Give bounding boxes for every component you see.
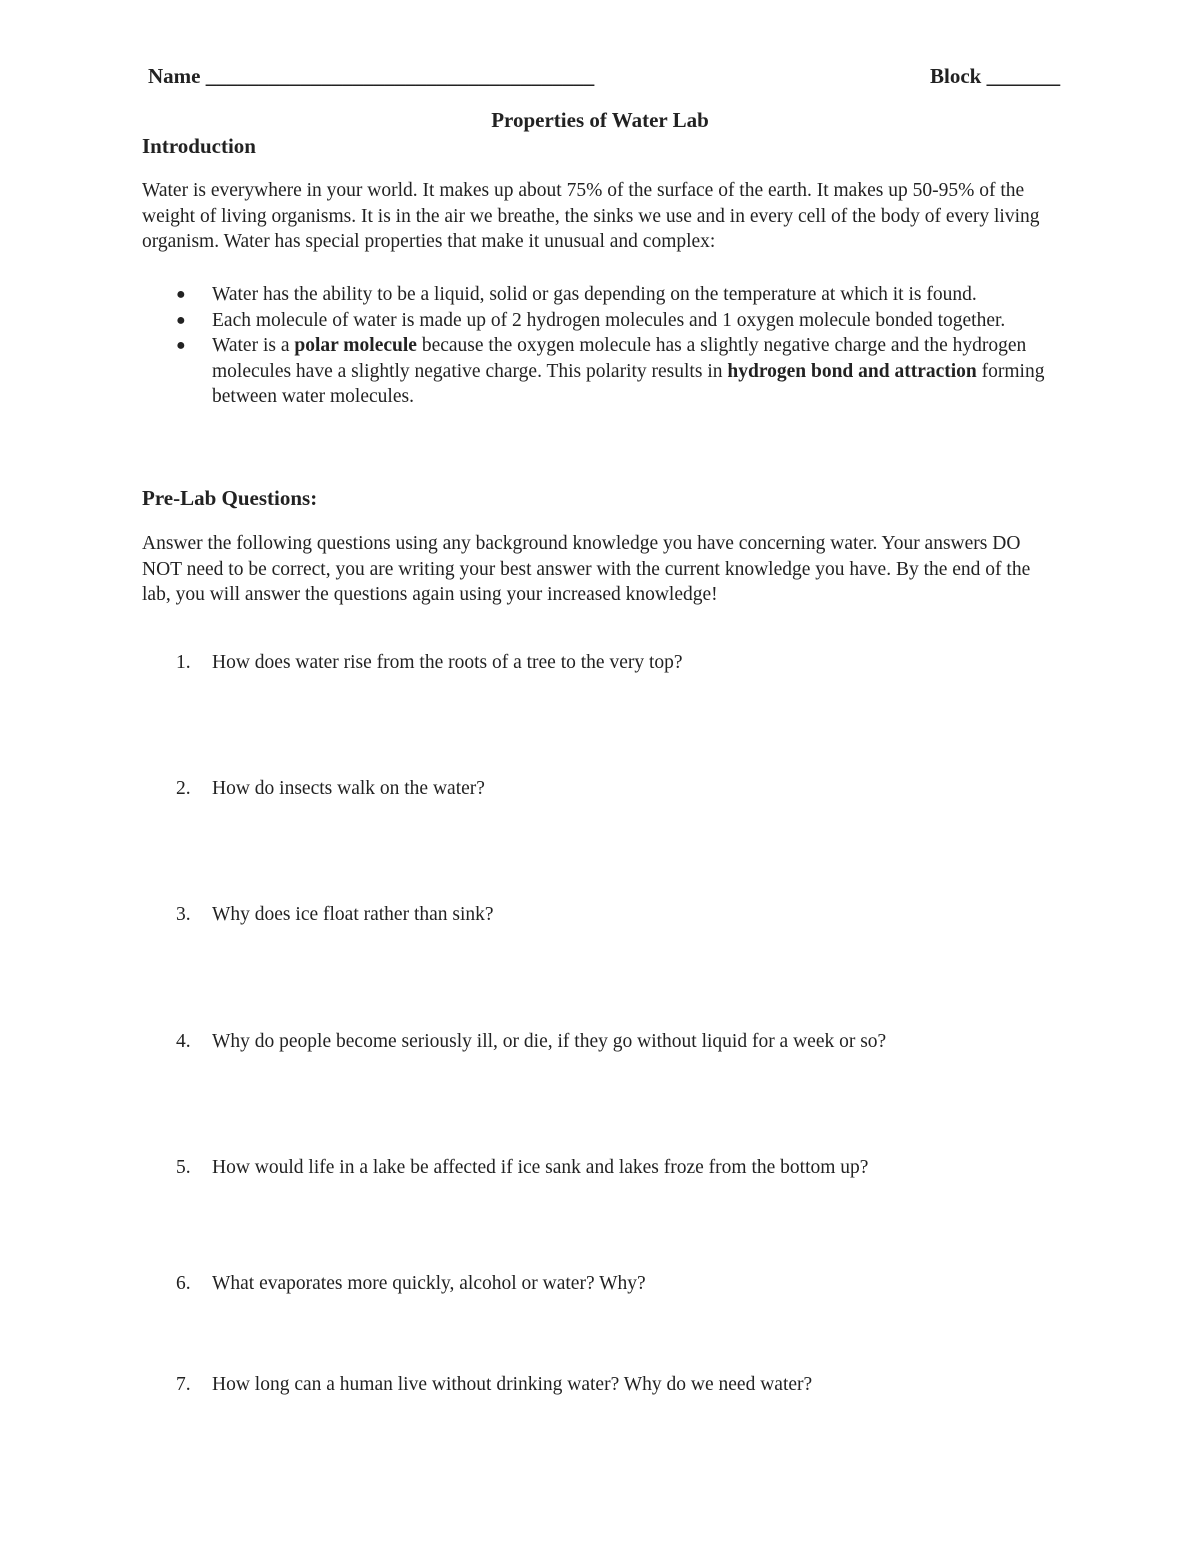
question-4 bbox=[176, 1031, 886, 1053]
introduction-heading: Introduction bbox=[142, 134, 256, 158]
bullet-icon: ● bbox=[176, 311, 186, 329]
bullet-text-part: because the oxygen molecule has a slightly negative charge and the hydrogen molecules have a slightly negative charge. This polarity results in bbox=[212, 335, 1027, 382]
question-1 bbox=[176, 652, 683, 674]
bullet-text-part: Water is a bbox=[212, 335, 295, 356]
question-7 bbox=[176, 1374, 812, 1396]
question-number: 1. bbox=[176, 652, 191, 673]
question-number: 4. bbox=[176, 1031, 191, 1052]
question-2 bbox=[176, 778, 485, 800]
bullet-item-states bbox=[142, 282, 1062, 308]
question-text: What evaporates more quickly, alcohol or water? Why? bbox=[212, 1273, 646, 1294]
question-6 bbox=[176, 1273, 646, 1295]
bullet-item-polarity bbox=[142, 333, 1062, 410]
bold-term-hydrogen-bond: hydrogen bond and attraction bbox=[727, 360, 977, 382]
question-number: 5. bbox=[176, 1157, 191, 1178]
page-title: Properties of Water Lab bbox=[491, 108, 709, 132]
question-text: How long can a human live without drinking water? Why do we need water? bbox=[212, 1374, 813, 1395]
bold-term-polar-molecule: polar molecule bbox=[294, 335, 417, 356]
bullet-text: Water has the ability to be a liquid, solid or gas depending on the temperature at which it is found. bbox=[212, 284, 977, 305]
question-text: How would life in a lake be affected if ice sank and lakes froze from the bottom up? bbox=[212, 1157, 869, 1178]
question-number: 7. bbox=[176, 1374, 191, 1395]
property-bullet-list bbox=[142, 282, 1062, 410]
bullet-text-part: forming between water molecules. bbox=[212, 360, 1045, 407]
question-text: How do insects walk on the water? bbox=[212, 778, 485, 799]
block-field: Block _______ bbox=[930, 64, 1061, 88]
bullet-icon: ● bbox=[176, 337, 186, 354]
question-number: 6. bbox=[176, 1273, 191, 1294]
question-number: 3. bbox=[176, 904, 191, 925]
question-text: How does water rise from the roots of a tree to the very top? bbox=[212, 652, 683, 673]
introduction-paragraph: Water is everywhere in your world. It makes up about 75% of the surface of the earth. It makes up 50-95% of the weight of living organisms. It is in the air we breathe, the sinks we use and in every cell of the body of every living organism. Water has special properties that make it unusual and complex: bbox=[142, 180, 1040, 252]
question-text: Why does ice float rather than sink? bbox=[212, 904, 494, 925]
question-3 bbox=[176, 904, 494, 926]
prelab-paragraph: Answer the following questions using any background knowledge you have concerning water. Your answers DO NOT need to be correct, you are writing your best answer with the current knowledge you have. By the end of the lab, you will answer the questions again using your increased knowledge! bbox=[142, 533, 1031, 605]
question-number: 2. bbox=[176, 778, 191, 799]
question-5 bbox=[176, 1157, 868, 1179]
question-text: Why do people become seriously ill, or die, if they go without liquid for a week or so? bbox=[212, 1031, 887, 1052]
prelab-heading: Pre-Lab Questions: bbox=[142, 486, 318, 510]
bullet-text: Each molecule of water is made up of 2 hydrogen molecules and 1 oxygen molecule bonded together. bbox=[212, 309, 1006, 331]
bullet-item-composition bbox=[142, 308, 1062, 334]
name-field: Name _____________________________________ bbox=[148, 64, 595, 88]
bullet-icon: ● bbox=[176, 286, 186, 303]
